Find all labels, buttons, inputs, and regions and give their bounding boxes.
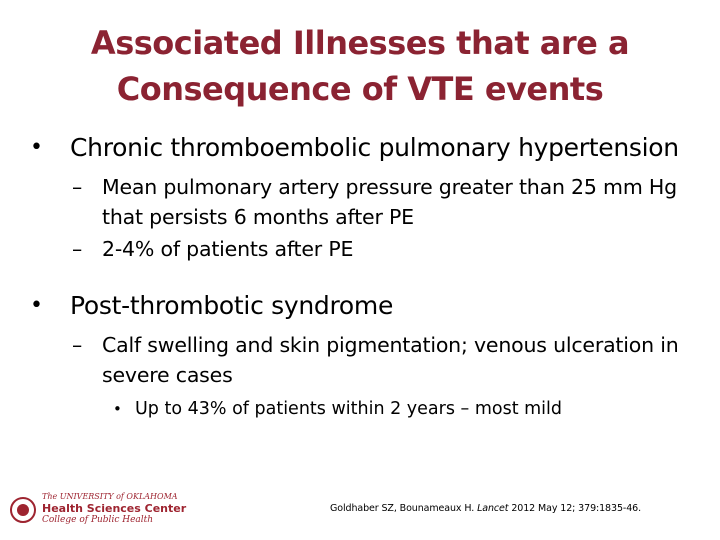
sub-bullet-item [72,172,692,232]
university-seal-icon [10,497,36,523]
sub-bullet-text: 2-4% of patients after PE [102,237,354,261]
sub-sub-bullet-text: Up to 43% of patients within 2 years – most mild [135,399,563,419]
bullet-marker: • [30,135,43,160]
slide-title-line-2: Consequence of VTE events [116,70,604,108]
bullet-marker: • [113,400,122,418]
sub-sub-bullet-item [113,396,695,422]
slide-title-line-1: Associated Illnesses that are a [90,24,630,62]
university-logo [10,492,187,532]
logo-college-name: College of Public Health [42,515,154,525]
bullet-item [30,132,680,164]
bullet-item [30,290,680,322]
bullet-marker: • [30,293,43,318]
citation [330,503,641,515]
slide-title [60,20,660,112]
citation-journal: Lancet [477,503,509,514]
citation-details: 2012 May 12; 379:1835-46. [511,503,642,514]
bullet-list [0,132,720,422]
sub-bullet-item [72,234,692,264]
sub-bullet-text: Mean pulmonary artery pressure greater than 25 mm Hg that persists 6 months after PE [102,175,677,229]
sub-bullet-item [72,330,692,390]
bullet-text: Post-thrombotic syndrome [70,291,394,320]
citation-authors: Goldhaber SZ, Bounameaux H. [330,503,475,514]
sub-bullet-text: Calf swelling and skin pigmentation; venous ulceration in severe cases [102,333,679,387]
logo-university-name: The UNIVERSITY of OKLAHOMA [42,492,178,501]
logo-center-name: Health Sciences Center [42,502,187,515]
dash-marker: – [72,333,83,357]
dash-marker: – [72,237,83,261]
dash-marker: – [72,175,83,199]
bullet-text: Chronic thromboembolic pulmonary hypertension [70,133,679,162]
